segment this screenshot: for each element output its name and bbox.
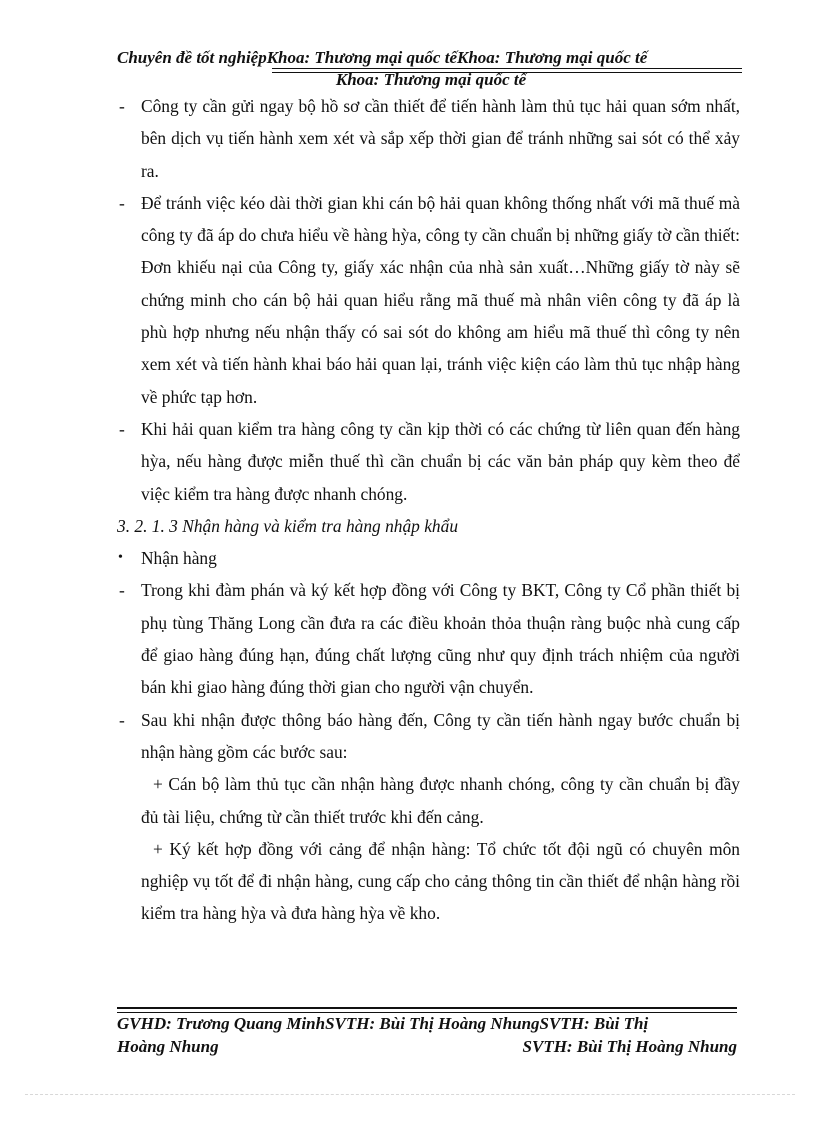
dash-marker: - [119, 418, 125, 439]
paragraph-arrival-notice: Sau khi nhận được thông báo hàng đến, Công ty cần tiến hành ngay bước chuẩn bị nhận hàng gồm các bước sau: [141, 709, 740, 762]
section-heading: 3. 2. 1. 3 Nhận hàng và kiểm tra hàng nhập khẩu [117, 515, 459, 536]
dash-marker: - [119, 709, 125, 730]
list-item [117, 542, 740, 574]
page-footer [117, 1012, 737, 1058]
list-item [117, 90, 740, 187]
footer-student-label: SVTH: Bùi Thị Hoàng Nhung [522, 1037, 737, 1056]
dash-marker: - [119, 192, 125, 213]
footer-line-1: GVHD: Trương Quang MinhSVTH: Bùi Thị Hoàng NhungSVTH: Bùi Thị [117, 1014, 649, 1033]
footer-student-name: Hoàng Nhung [117, 1037, 219, 1056]
bullet-heading: Nhận hàng [141, 548, 217, 569]
paragraph-tax-code: Để tránh việc kéo dài thời gian khi cán bộ hải quan không thống nhất với mã thuế mà công ty đã áp do chưa hiểu về hàng hỳa, công ty cần chuẩn bị những giấy tờ cần thiết: Đơn khiếu nại của Công ty, giấy xác nhận của nhà sản xuất…Những giấy tờ này sẽ chứng minh cho cán bộ hải quan hiểu rằng mã thuế mà nhân viên công ty đã áp là phù hợp nhưng nếu nhận thấy có sai sót do không am hiểu mã thuế thì công ty nên xem xét và tiến hành khai báo hải quan lại, tránh việc kiện cáo làm thủ tục nhập hàng về phức tạp hơn. [141, 192, 740, 407]
list-item [117, 704, 740, 769]
header-line-2: Khoa: Thương mại quốc tế [335, 70, 527, 89]
list-item [117, 574, 740, 703]
sub-item-port-contract: + Ký kết hợp đồng với cảng để nhận hàng: Tổ chức tốt đội ngũ có chuyên môn nghiệp vụ tốt để đi nhận hàng, cung cấp cho cảng thông tin cần thiết để nhận hàng rồi kiểm tra hàng hỳa và đưa hàng hỳa về kho. [141, 838, 740, 924]
list-item [117, 413, 740, 510]
paragraph-contract-terms: Trong khi đàm phán và ký kết hợp đồng với Công ty BKT, Công ty Cổ phần thiết bị phụ tùng Thăng Long cần đưa ra các điều khoản thỏa thuận ràng buộc nhà cung cấp để giao hàng đúng hạn, đúng chất lượng cũng như quy định trách nhiệm của người bán khi giao hàng đúng thời gian cho người vận chuyển. [141, 580, 740, 698]
list-item [117, 187, 740, 413]
paragraph-customs-inspection: Khi hải quan kiểm tra hàng công ty cần kịp thời có các chứng từ liên quan đến hàng hỳa, nếu hàng được miễn thuế thì cần chuẩn bị các văn bản pháp quy kèm theo để việc kiểm tra hàng được nhanh chóng. [141, 418, 740, 504]
header-line-1: Chuyên đề tốt nghiệpKhoa: Thương mại quốc tếKhoa: Thương mại quốc tế [117, 48, 648, 67]
paragraph-customs-dossier: Công ty cần gửi ngay bộ hồ sơ cần thiết để tiến hành làm thủ tục hải quan sớm nhất, bên dịch vụ tiến hành xem xét và sắp xếp thời gian để tránh những sai sót có thể xảy ra. [141, 96, 740, 181]
page-boundary [25, 1094, 795, 1095]
document-body [117, 90, 740, 930]
dash-marker: - [119, 580, 125, 601]
header-rule [272, 68, 742, 73]
sub-item-documents: + Cán bộ làm thủ tục cần nhận hàng được nhanh chóng, công ty cần chuẩn bị đầy đủ tài liệu, chứng từ cần thiết trước khi đến cảng. [141, 774, 740, 827]
dash-marker: - [119, 96, 125, 116]
bullet-marker: • [118, 550, 123, 566]
footer-line-2 [117, 1035, 737, 1058]
